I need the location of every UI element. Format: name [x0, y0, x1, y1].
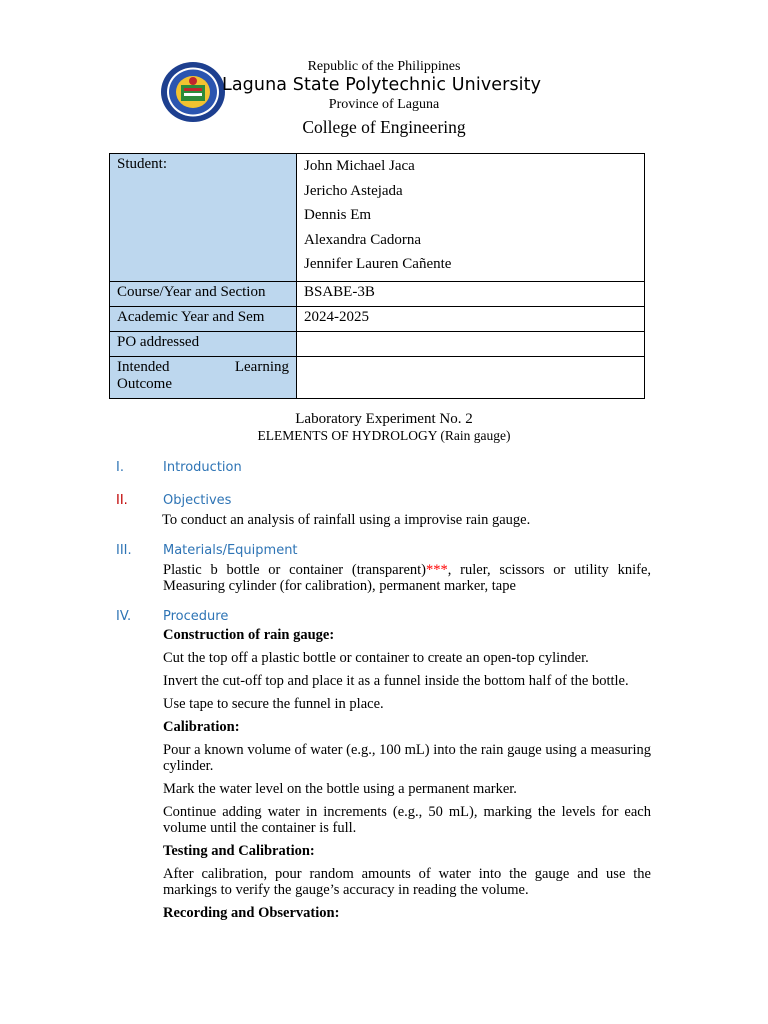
experiment-title: ELEMENTS OF HYDROLOGY (Rain gauge) [257, 428, 511, 443]
section-title: Objectives [163, 493, 232, 508]
academic-year-label: Academic Year and Sem [110, 306, 297, 331]
procedure-step: Use tape to secure the funnel in place. [163, 696, 384, 712]
procedure-step: Cut the top off a plastic bottle or container to create an open-top cylinder. [163, 650, 589, 666]
materials-text-part: , ruler, scissors or utility knife, Measuring cylinder (for calibration), permanent marker, tape [163, 562, 652, 594]
table-row [110, 281, 645, 306]
university-name: Laguna State Polytechnic University [222, 75, 542, 95]
ilo-word: Learning [234, 358, 289, 375]
section-number: I. [116, 460, 124, 475]
section-number: IV. [116, 609, 132, 624]
procedure-step: Invert the cut-off top and place it as a funnel inside the bottom half of the bottle. [163, 673, 629, 689]
student-name: Dennis Em [304, 207, 372, 223]
section-title: Procedure [163, 609, 229, 624]
student-name: Alexandra Cadorna [304, 231, 422, 248]
experiment-number: Laboratory Experiment No. 2 [295, 411, 473, 427]
procedure-step: After calibration, pour random amounts of water into the gauge and use the markings to verify the gauge’s accuracy in reading the volume. [163, 866, 651, 898]
testing-heading: Testing and Calibration: [163, 843, 315, 859]
procedure-step: Mark the water level on the bottle using a permanent marker. [163, 781, 517, 797]
section-title: Introduction [163, 460, 242, 475]
po-value [297, 331, 645, 356]
ilo-word: Outcome [117, 375, 172, 392]
table-row [110, 306, 645, 331]
materials-note-marker: *** [426, 562, 448, 578]
ilo-word: Intended [117, 358, 170, 375]
table-row [110, 356, 645, 398]
procedure-step: Continue adding water in increments (e.g., 50 mL), marking the levels for each volume until the container is full. [163, 804, 651, 836]
section-number: II. [116, 493, 128, 508]
student-names-cell [297, 154, 645, 282]
student-info-table [109, 153, 645, 399]
procedure-step: Pour a known volume of water (e.g., 100 mL) into the rain gauge using a measuring cylinder. [163, 742, 651, 774]
student-name: Jericho Astejada [304, 182, 403, 199]
college-name: College of Engineering [302, 117, 466, 137]
materials-text-part: Plastic b bottle or container (transparent) [163, 562, 426, 578]
objectives-text: To conduct an analysis of rainfall using a improvise rain gauge. [162, 512, 531, 528]
ilo-label [110, 356, 297, 398]
student-name: Jennifer Lauren Cañente [304, 256, 452, 272]
calibration-heading: Calibration: [163, 719, 240, 735]
recording-heading: Recording and Observation: [163, 905, 340, 921]
po-label: PO addressed [110, 331, 297, 356]
table-row [110, 331, 645, 356]
section-title: Materials/Equipment [163, 543, 298, 558]
course-label: Course/Year and Section [110, 281, 297, 306]
construction-heading: Construction of rain gauge: [163, 627, 335, 643]
materials-text [163, 562, 651, 594]
student-label: Student: [110, 154, 297, 282]
student-name: John Michael Jaca [304, 158, 415, 174]
academic-year-value: 2024-2025 [297, 306, 645, 331]
republic-line: Republic of the Philippines [307, 59, 461, 74]
course-value: BSABE-3B [297, 281, 645, 306]
ilo-value [297, 356, 645, 398]
table-row [110, 154, 645, 282]
province-line: Province of Laguna [328, 97, 440, 112]
section-number: III. [116, 543, 132, 558]
